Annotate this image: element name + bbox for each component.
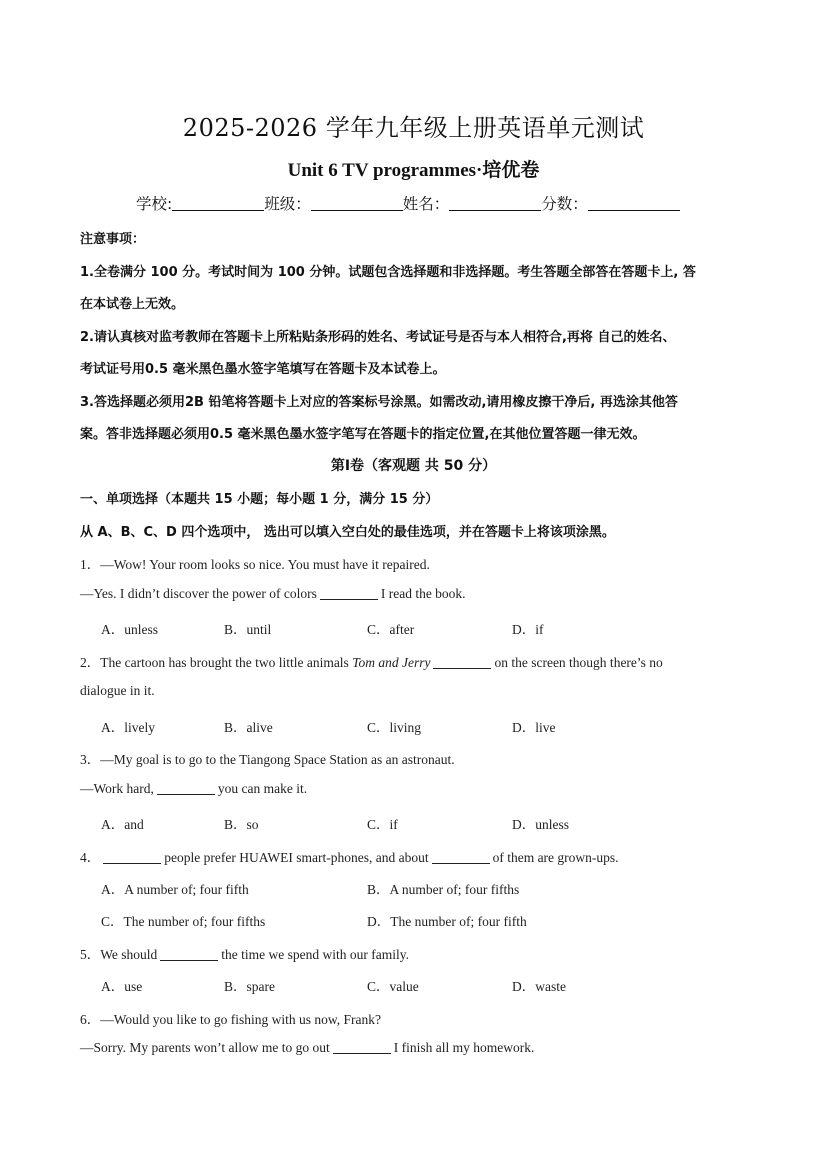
score-blank xyxy=(588,196,680,211)
question-4-text-c: of them are grown-ups. xyxy=(492,850,619,865)
part-one-instruction: 从 A、B、C、D 四个选项中， 选出可以填入空白处的最佳选项，并在答题卡上将该项涂黑。 xyxy=(80,525,615,540)
question-3-text-a: —Work hard, xyxy=(80,781,154,796)
question-5-stem xyxy=(80,943,409,963)
page-subtitle: Unit 6 TV programmes·培优卷 xyxy=(287,160,540,181)
page-title: 2025-2026 学年九年级上册英语单元测试 xyxy=(182,114,645,142)
question-4-option-a: A．A number of; four fifth xyxy=(101,882,249,897)
school-blank xyxy=(172,196,264,211)
question-2-italic-title: Tom and Jerry xyxy=(352,655,431,670)
student-info-line xyxy=(136,192,736,214)
answer-blank xyxy=(433,656,491,669)
question-3-line-2 xyxy=(80,781,307,797)
question-2-option-d: D．live xyxy=(512,720,556,735)
notice-item-1-line-1: 1.全卷满分 100 分。考试时间为 100 分钟。试题包含选择题和非选择题。考生答题全部答在答题卡上, 答 xyxy=(80,265,696,280)
question-1-option-a: A．unless xyxy=(101,622,158,637)
answer-blank xyxy=(320,587,378,600)
question-6-text-a: —Sorry. My parents won’t allow me to go out xyxy=(80,1040,330,1055)
question-4-option-c: C．The number of; four fifths xyxy=(101,914,266,929)
question-2-stem xyxy=(80,651,663,671)
question-2-text-b: on the screen though there’s no xyxy=(494,655,663,670)
answer-blank xyxy=(160,948,218,961)
question-3-option-a: A．and xyxy=(101,817,144,832)
class-blank xyxy=(311,196,403,211)
school-label: 学校: xyxy=(136,195,173,213)
question-4-stem xyxy=(80,846,619,866)
question-6-stem: 6．—Would you like to go fishing with us now, Frank? xyxy=(80,1012,382,1027)
question-5-text-a: 5．We should xyxy=(80,947,158,962)
class-label: 班级： xyxy=(264,195,311,213)
question-3-text-b: you can make it. xyxy=(217,781,308,796)
question-1-text-a: —Yes. I didn’t discover the power of colors xyxy=(80,586,317,601)
question-3-option-b: B．so xyxy=(224,817,259,832)
question-3-stem: 3．—My goal is to go to the Tiangong Space Station as an astronaut. xyxy=(80,752,455,767)
question-3-option-d: D．unless xyxy=(512,817,569,832)
question-5-option-c: C．value xyxy=(367,979,419,994)
answer-blank xyxy=(157,782,215,795)
section-title: 第Ⅰ卷（客观题 共 50 分） xyxy=(330,458,497,474)
question-2-option-b: B．alive xyxy=(224,720,273,735)
question-6-line-2 xyxy=(80,1040,534,1056)
question-1-stem: 1．—Wow! Your room looks so nice. You must have it repaired. xyxy=(80,557,430,572)
question-6-text-b: I finish all my homework. xyxy=(393,1040,535,1055)
part-one-heading: 一、单项选择（本题共 15 小题；每小题 1 分，满分 15 分） xyxy=(80,492,439,507)
notice-item-2-line-2: 考试证号用0.5 毫米黑色墨水签字笔填写在答题卡及本试卷上。 xyxy=(80,362,446,377)
question-2-option-c: C．living xyxy=(367,720,422,735)
score-label: 分数： xyxy=(541,195,588,213)
question-5-option-b: B．spare xyxy=(224,979,275,994)
question-2-line-2: dialogue in it. xyxy=(80,683,155,698)
question-1-option-d: D．if xyxy=(512,622,544,637)
answer-blank xyxy=(103,851,161,864)
answer-blank xyxy=(432,851,490,864)
notice-item-1-line-2: 在本试卷上无效。 xyxy=(80,297,185,312)
name-label: 姓名： xyxy=(402,195,450,213)
question-4-number: 4． xyxy=(80,850,101,865)
question-4-option-b: B．A number of; four fifths xyxy=(367,882,520,897)
question-5-text-b: the time we spend with our family. xyxy=(221,947,410,962)
question-5-option-d: D．waste xyxy=(512,979,566,994)
question-3-option-c: C．if xyxy=(367,817,398,832)
notice-heading: 注意事项： xyxy=(80,232,146,247)
notice-item-2-line-1: 2.请认真核对监考教师在答题卡上所粘贴条形码的姓名、考试证号是否与本人相符合,再将 自己的姓名、 xyxy=(80,330,676,345)
question-1-line-2 xyxy=(80,586,466,602)
question-2-text-a: 2．The cartoon has brought the two little animals xyxy=(80,655,349,670)
question-1-text-b: I read the book. xyxy=(380,586,466,601)
question-1-option-b: B．until xyxy=(224,622,272,637)
name-blank xyxy=(449,196,541,211)
question-5-option-a: A．use xyxy=(101,979,143,994)
notice-item-3-line-1: 3.答选择题必须用2B 铅笔将答题卡上对应的答案标号涂黑。如需改动,请用橡皮擦干净后, 再选涂其他答 xyxy=(80,395,678,410)
question-4-option-d: D．The number of; four fifth xyxy=(367,914,527,929)
answer-blank xyxy=(333,1041,391,1054)
question-2-option-a: A．lively xyxy=(101,720,155,735)
question-4-text-b: people prefer HUAWEI smart-phones, and about xyxy=(164,850,429,865)
notice-item-3-line-2: 案。答非选择题必须用0.5 毫米黑色墨水签字笔写在答题卡的指定位置,在其他位置答题一律无效。 xyxy=(80,427,646,442)
question-1-option-c: C．after xyxy=(367,622,415,637)
